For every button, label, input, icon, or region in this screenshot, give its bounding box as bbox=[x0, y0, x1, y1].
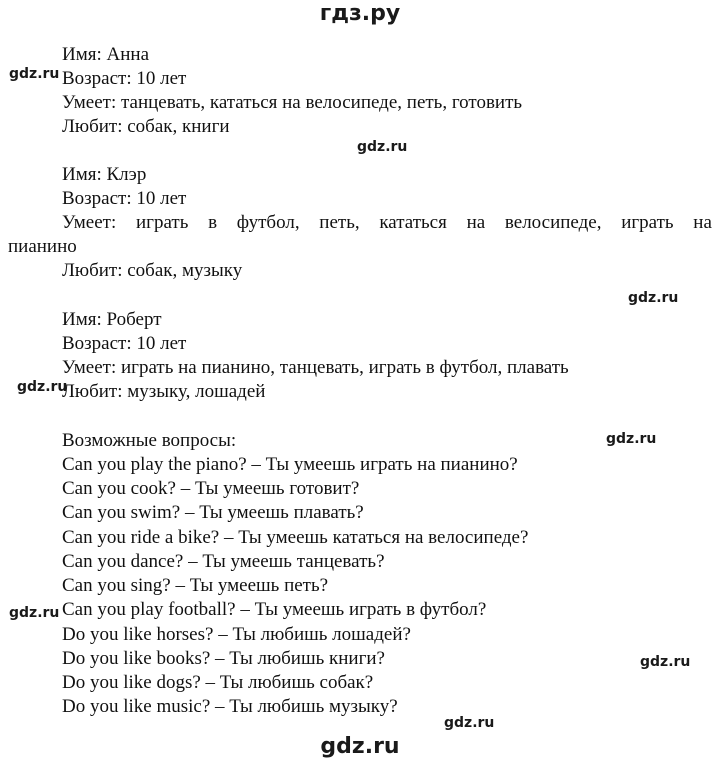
profile-2-can-word: петь, bbox=[319, 212, 360, 233]
profile-3-name: Имя: Роберт bbox=[62, 309, 162, 330]
watermark: gdz.ru bbox=[357, 139, 408, 155]
watermark: gdz.ru bbox=[9, 66, 60, 82]
question-item: Do you like music? – Ты любишь музыку? bbox=[62, 696, 398, 717]
profile-2-can-word: велосипеде, bbox=[504, 212, 602, 233]
profile-2-can-word: в bbox=[208, 212, 218, 233]
watermark: gdz.ru bbox=[9, 605, 60, 621]
profile-1-age: Возраст: 10 лет bbox=[62, 68, 187, 89]
question-item: Can you swim? – Ты умеешь плавать? bbox=[62, 502, 364, 523]
profile-2-can-word: на bbox=[466, 212, 486, 233]
profile-2-can-wrap: пианино bbox=[8, 236, 77, 257]
question-item: Do you like dogs? – Ты любишь собак? bbox=[62, 672, 374, 693]
page-title: гдз.ру bbox=[319, 1, 401, 26]
profile-2-can-word: играть bbox=[621, 212, 674, 233]
profile-2-can-word: на bbox=[693, 212, 712, 233]
profile-2-can-word: играть bbox=[135, 212, 189, 233]
questions-heading: Возможные вопросы: bbox=[62, 430, 237, 451]
footer-brand: gdz.ru bbox=[320, 734, 400, 759]
question-item: Can you cook? – Ты умеешь готовит? bbox=[62, 478, 360, 499]
profile-3-age: Возраст: 10 лет bbox=[62, 333, 187, 354]
profile-2-can-word: кататься bbox=[379, 212, 447, 233]
question-item: Can you play the piano? – Ты умеешь играть на пианино? bbox=[62, 454, 518, 475]
watermark: gdz.ru bbox=[444, 715, 495, 731]
question-item: Can you ride a bike? – Ты умеешь кататься на велосипеде? bbox=[62, 527, 529, 548]
profile-2-can-word: футбол, bbox=[236, 212, 300, 233]
watermark: gdz.ru bbox=[640, 654, 691, 670]
question-item: Do you like horses? – Ты любишь лошадей? bbox=[62, 624, 411, 645]
profile-1-likes: Любит: собак, книги bbox=[62, 116, 230, 137]
profile-3-can: Умеет: играть на пианино, танцевать, играть в футбол, плавать bbox=[62, 357, 569, 378]
question-item: Can you play football? – Ты умеешь играть в футбол? bbox=[62, 599, 487, 620]
profile-3-likes: Любит: музыку, лошадей bbox=[62, 381, 266, 402]
watermark: gdz.ru bbox=[606, 431, 657, 447]
profile-2-can bbox=[62, 211, 712, 235]
question-item: Can you sing? – Ты умеешь петь? bbox=[62, 575, 329, 596]
watermark: gdz.ru bbox=[628, 290, 679, 306]
question-item: Can you dance? – Ты умеешь танцевать? bbox=[62, 551, 385, 572]
watermark: gdz.ru bbox=[17, 379, 68, 395]
question-item: Do you like books? – Ты любишь книги? bbox=[62, 648, 385, 669]
profile-1-name: Имя: Анна bbox=[62, 44, 150, 65]
profile-1-can: Умеет: танцевать, кататься на велосипеде, петь, готовить bbox=[62, 92, 523, 113]
profile-2-name: Имя: Клэр bbox=[62, 164, 147, 185]
profile-2-age: Возраст: 10 лет bbox=[62, 188, 187, 209]
profile-2-likes: Любит: собак, музыку bbox=[62, 260, 243, 281]
profile-2-can-word: Умеет: bbox=[62, 212, 117, 233]
